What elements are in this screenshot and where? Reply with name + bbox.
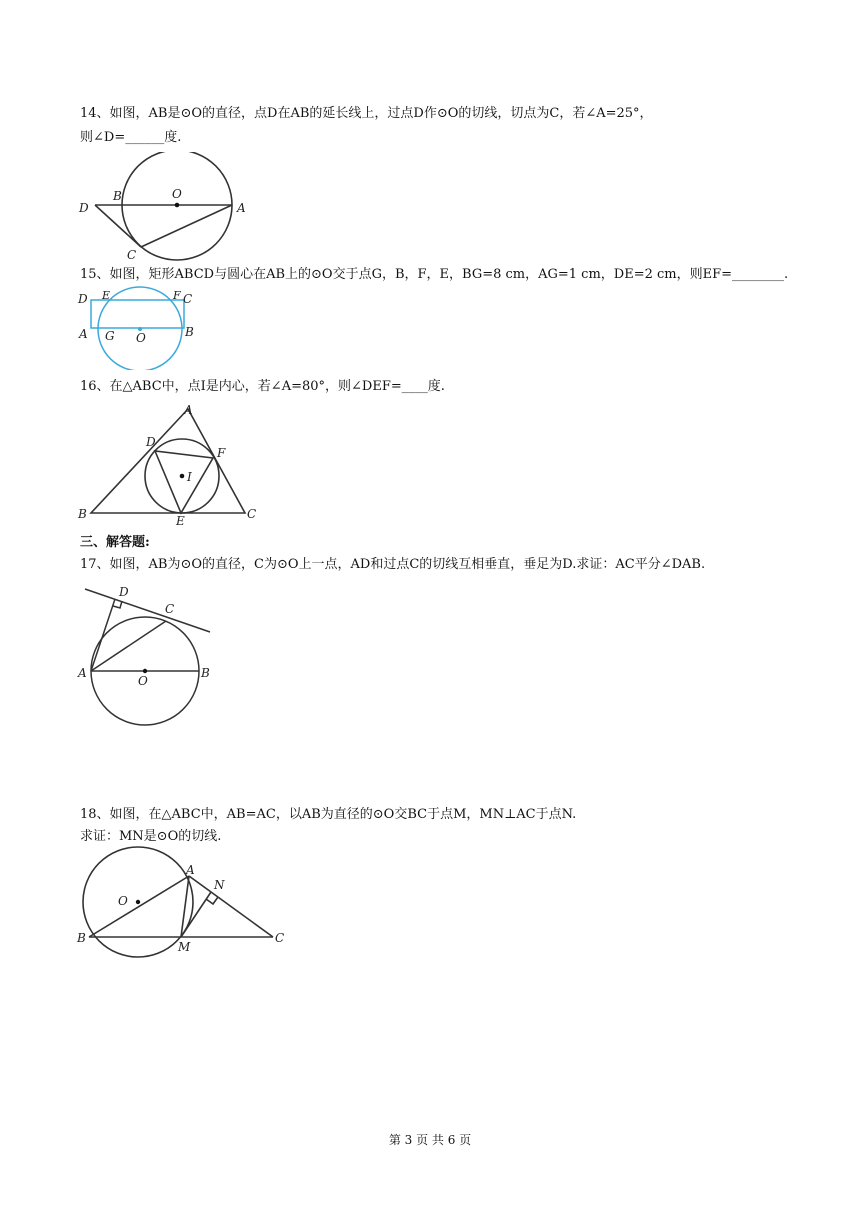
q15-rectangle — [91, 300, 184, 328]
q17-label-O: O — [138, 674, 148, 688]
q16-figure — [75, 400, 265, 525]
q14-label-B: B — [113, 189, 122, 203]
q15-label-A: A — [79, 327, 88, 341]
q15-text-line1: 15、如图，矩形ABCD与圆心在AB上的⊙O交于点G，B，F，E，BG=8 cm，AG=1 cm，DE=2 cm，则EF=________. — [80, 267, 789, 282]
q17-label-C: C — [165, 602, 175, 616]
q16-label-D: D — [146, 435, 156, 449]
q16-label-I: I — [187, 470, 192, 484]
page-footer: 第 3 页 共 6 页 — [388, 1133, 472, 1147]
q18-label-N: N — [214, 878, 225, 892]
q18-text-line1: 18、如图，在△ABC中，AB=AC，以AB为直径的⊙O交BC于点M，MN⊥AC于点N. — [80, 807, 577, 822]
q16-incenter-dot — [180, 474, 185, 479]
q16-triangle-ABC — [91, 409, 245, 513]
section-title: 三、解答题: — [80, 535, 150, 550]
q17-label-A: A — [78, 666, 87, 680]
q17-tangent-line — [85, 589, 210, 632]
q18-label-A: A — [186, 863, 195, 877]
q14-label-D: D — [79, 201, 89, 215]
q14-line-DC — [95, 205, 141, 247]
q15-label-G: G — [105, 329, 115, 343]
q18-text-line2: 求证：MN是⊙O的切线. — [80, 829, 222, 844]
q15-label-F: F — [173, 289, 181, 302]
q18-label-B: B — [77, 931, 86, 945]
q16-label-F: F — [217, 446, 226, 460]
q14-text-line1: 14、如图，AB是⊙O的直径，点D在AB的延长线上，过点D作⊙O的切线，切点为C，若∠A=25°， — [80, 106, 653, 121]
q14-center-dot — [175, 203, 180, 208]
q16-label-E: E — [176, 514, 185, 525]
q16-label-B: B — [78, 507, 87, 521]
q15-label-O: O — [136, 331, 146, 345]
q17-text-line1: 17、如图，AB为⊙O的直径，C为⊙O上一点，AD和过点C的切线互相垂直，垂足为D.求证：AC平分∠DAB. — [80, 557, 706, 572]
q18-label-O: O — [118, 894, 128, 908]
q17-center-dot — [143, 669, 147, 673]
q17-figure — [75, 582, 220, 727]
q16-label-A: A — [184, 403, 193, 417]
q15-label-B: B — [185, 325, 194, 339]
q14-label-C: C — [127, 248, 137, 262]
q15-figure — [75, 285, 205, 370]
q15-label-C: C — [183, 292, 193, 306]
q14-figure — [75, 152, 255, 262]
q14-label-O: O — [172, 187, 182, 201]
q15-label-D: D — [78, 292, 88, 306]
q17-label-D: D — [119, 585, 129, 599]
q17-label-B: B — [201, 666, 210, 680]
q16-triangle-DEF — [155, 451, 213, 513]
q14-text-line2: 则∠D=______度. — [80, 130, 182, 145]
q16-text-line1: 16、在△ABC中，点I是内心，若∠A=80°，则∠DEF=____度. — [80, 379, 445, 394]
q18-label-C: C — [275, 931, 285, 945]
q14-label-A: A — [237, 201, 246, 215]
q18-figure — [75, 845, 290, 960]
q18-center-dot — [136, 900, 140, 904]
q18-label-M: M — [178, 940, 191, 954]
q15-label-E: E — [102, 289, 111, 302]
q17-line-AC — [91, 621, 166, 671]
q16-label-C: C — [247, 507, 257, 521]
q18-line-AB — [89, 876, 189, 937]
q17-line-AD — [91, 599, 115, 671]
